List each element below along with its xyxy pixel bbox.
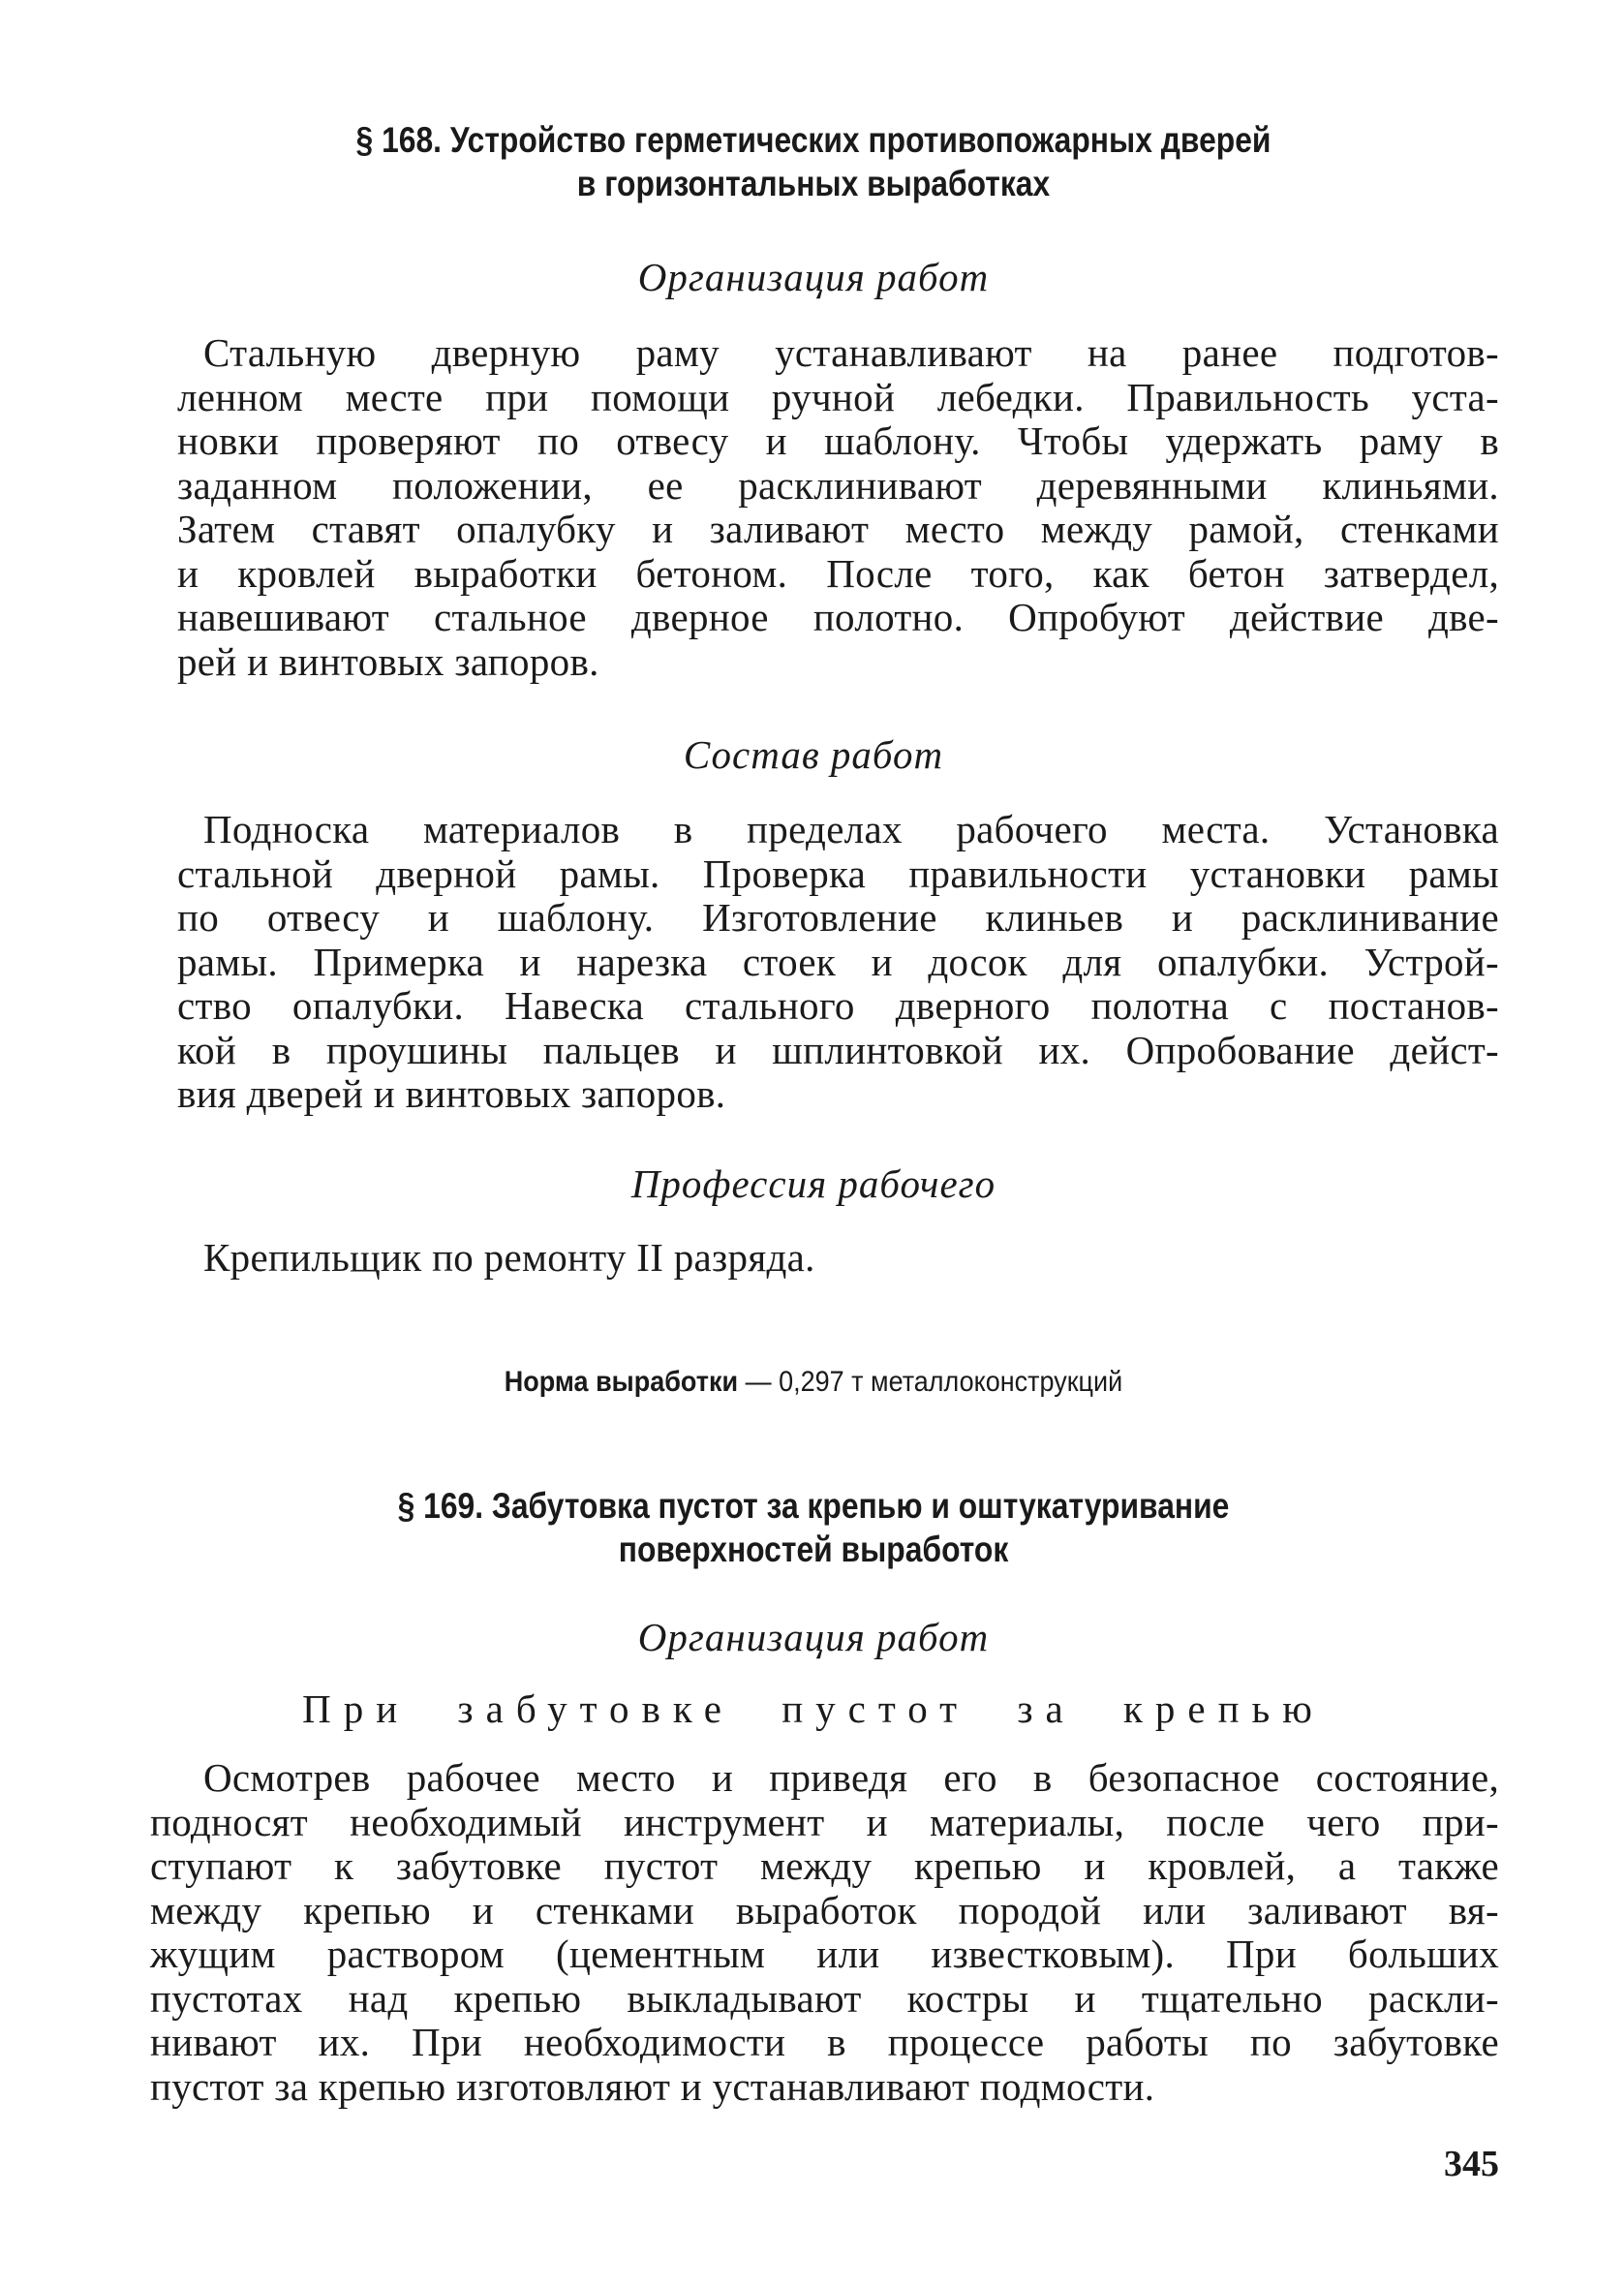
paragraph-line: по отвесу и шаблону. Изготовление клиньев и расклинивание [177,895,1499,940]
section-169-paragraph [150,1756,1499,2109]
paragraph-line: новки проверяют по отвесу и шаблону. Чтобы удержать раму в [177,418,1499,463]
section-168-title-line1: § 168. Устройство герметических противопожарных дверей [355,120,1272,160]
paragraph-line: навешивают стальное дверное полотно. Опробуют действие две- [177,595,1499,639]
paragraph-line: кой в проушины пальцев и шплинтовкой их. Опробование дейст- [177,1027,1499,1072]
section-168-composition-paragraph [177,808,1499,1117]
paragraph-line: вия дверей и винтовых запоров. [177,1071,726,1116]
section-168-composition-heading: Состав работ [683,732,944,777]
section-169-org-heading: Организация работ [637,1615,990,1659]
paragraph-line: пустот за крепью изготовляют и устанавливают подмости. [150,2063,1155,2109]
paragraph-line: подносят необходимый инструмент и материалы, после чего при- [150,1799,1499,1844]
section-168-org-paragraph [177,331,1499,684]
paragraph-line: и кровлей выработки бетоном. После того, как бетон затвердел, [177,550,1499,596]
paragraph-line: нивают их. При необходимости в процессе работы по забутовке [150,2020,1499,2064]
paragraph-line: рамы. Примерка и нарезка стоек и досок для опалубки. Устрой- [177,939,1499,984]
section-168-org-heading: Организация работ [637,255,990,299]
paragraph-line: заданном положении, ее расклинивают деревянными клиньями. [177,462,1499,508]
paragraph-line: Затем ставят опалубку и заливают место между рамой, стенками [177,507,1499,551]
section-169-sub-heading: При забутовке пустот за крепью [302,1686,1325,1731]
paragraph-line: Подноска материалов в пределах рабочего места. Установка [203,807,1499,851]
paragraph-line: ство опалубки. Навеска стального дверного полотна с постанов- [177,983,1499,1028]
section-168-norma [221,1365,1406,1400]
paragraph-line: ступают к забутовке пустот между крепью и кровлей, а также [150,1843,1499,1888]
norma-value: — 0,297 т металлоконструкций [745,1366,1123,1398]
paragraph-line: жущим раствором (цементным или известковым). При больших [150,1932,1499,1976]
section-168-title-line2: в горизонтальных выработках [576,164,1051,203]
section-169-title [239,1484,1389,1571]
paragraph-line: ленном месте при помощи ручной лебедки. Правильность уста- [177,374,1499,419]
section-169-title-line1: § 169. Забутовка пустот за крепью и оштукатуривание [397,1486,1230,1526]
paragraph-line: между крепью и стенками выработок породой или заливают вя- [150,1887,1499,1932]
paragraph-line: рей и винтовых запоров. [177,638,599,684]
section-169-title-line2: поверхностей выработок [618,1530,1009,1569]
paragraph-line: пустотах над крепью выкладывают костры и тщательно раскли- [150,1975,1499,2021]
section-168-profession-text: Крепильщик по ремонту II разряда. [203,1235,815,1280]
paragraph-line: Осмотрев рабочее место и приведя его в безопасное состояние, [203,1755,1499,1800]
page-number: 345 [1444,2144,1499,2184]
section-168-profession-heading: Профессия рабочего [630,1161,996,1206]
paragraph-line: стальной дверной рамы. Проверка правильности установки рамы [177,850,1499,896]
paragraph-line: Стальную дверную раму устанавливают на ранее подготов- [203,330,1499,375]
norma-label: Норма выработки [504,1366,739,1398]
section-168-title [239,118,1389,205]
